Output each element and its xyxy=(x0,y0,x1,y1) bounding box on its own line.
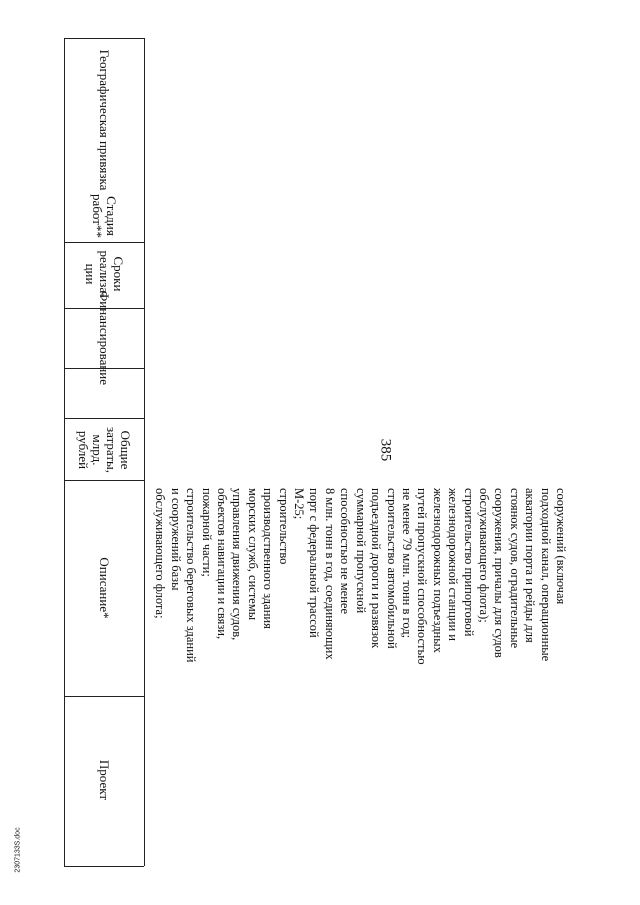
description-line: порт с федеральной трассой xyxy=(307,488,322,638)
description-line: суммарной пропускной xyxy=(353,488,368,614)
description-line: обслуживающего флота); xyxy=(476,488,491,623)
table-border-top xyxy=(64,38,144,39)
description-line: управления движения судов, xyxy=(230,488,245,641)
description-line: производственного здания xyxy=(261,488,276,629)
header-costs: Общие затраты, млрд. рублей xyxy=(76,426,133,473)
description-line: железнодорожных подъездных xyxy=(430,488,445,653)
description-line: строительство припортовой xyxy=(461,488,476,637)
description-line: не менее 79 млн. тонн в год; xyxy=(399,488,414,639)
header-description: Описание* xyxy=(97,557,112,619)
description-line: обслуживающего флота; xyxy=(153,488,168,619)
table-border-bottom xyxy=(64,866,144,867)
page-number: 385 xyxy=(377,438,394,462)
header-stage: Стадия работ** xyxy=(90,194,119,238)
description-line: 8 млн. тонн в год, соединяющих xyxy=(322,488,337,660)
description-line: морских служб, системы xyxy=(245,488,260,621)
description-line: сооружений (включая xyxy=(553,488,568,605)
header-sep-5 xyxy=(64,480,144,481)
description-line: объектов навигации и связи, xyxy=(215,488,230,640)
description-line: М-25; xyxy=(292,488,307,520)
header-project: Проект xyxy=(97,759,112,801)
header-sep-4 xyxy=(64,418,144,419)
description-line: сооружения, причалы для судов xyxy=(492,488,507,658)
description-line: строительство береговых зданий xyxy=(184,488,199,663)
description-line: пожарной части; xyxy=(199,488,214,577)
header-sep-6 xyxy=(64,696,144,697)
header-financing: Финансирование xyxy=(97,290,112,386)
description-line: путей пропускной способностью xyxy=(415,488,430,665)
header-sep-1 xyxy=(64,242,144,243)
description-line: стоянок судов, оградительные xyxy=(507,488,522,649)
description-line: и сооружений базы xyxy=(168,488,183,591)
header-timing: Сроки реализа-ции xyxy=(83,250,126,298)
header-geo: Географическая привязка xyxy=(97,49,112,191)
description-line: подъездной дороги и развязок xyxy=(369,488,384,649)
description-line: способностью не менее xyxy=(338,488,353,614)
table-border-left xyxy=(64,38,65,866)
description-text xyxy=(152,488,568,718)
description-line: строительство xyxy=(276,488,291,565)
description-line: строительство автомобильной xyxy=(384,488,399,649)
description-line: акватории порта и рейды для xyxy=(523,488,538,643)
description-line: подходной канал, операционные xyxy=(538,488,553,662)
description-line: железнодорожной станции и xyxy=(446,488,461,641)
file-footer: 2307133S.doc xyxy=(14,827,22,873)
table-border-header xyxy=(144,38,145,866)
